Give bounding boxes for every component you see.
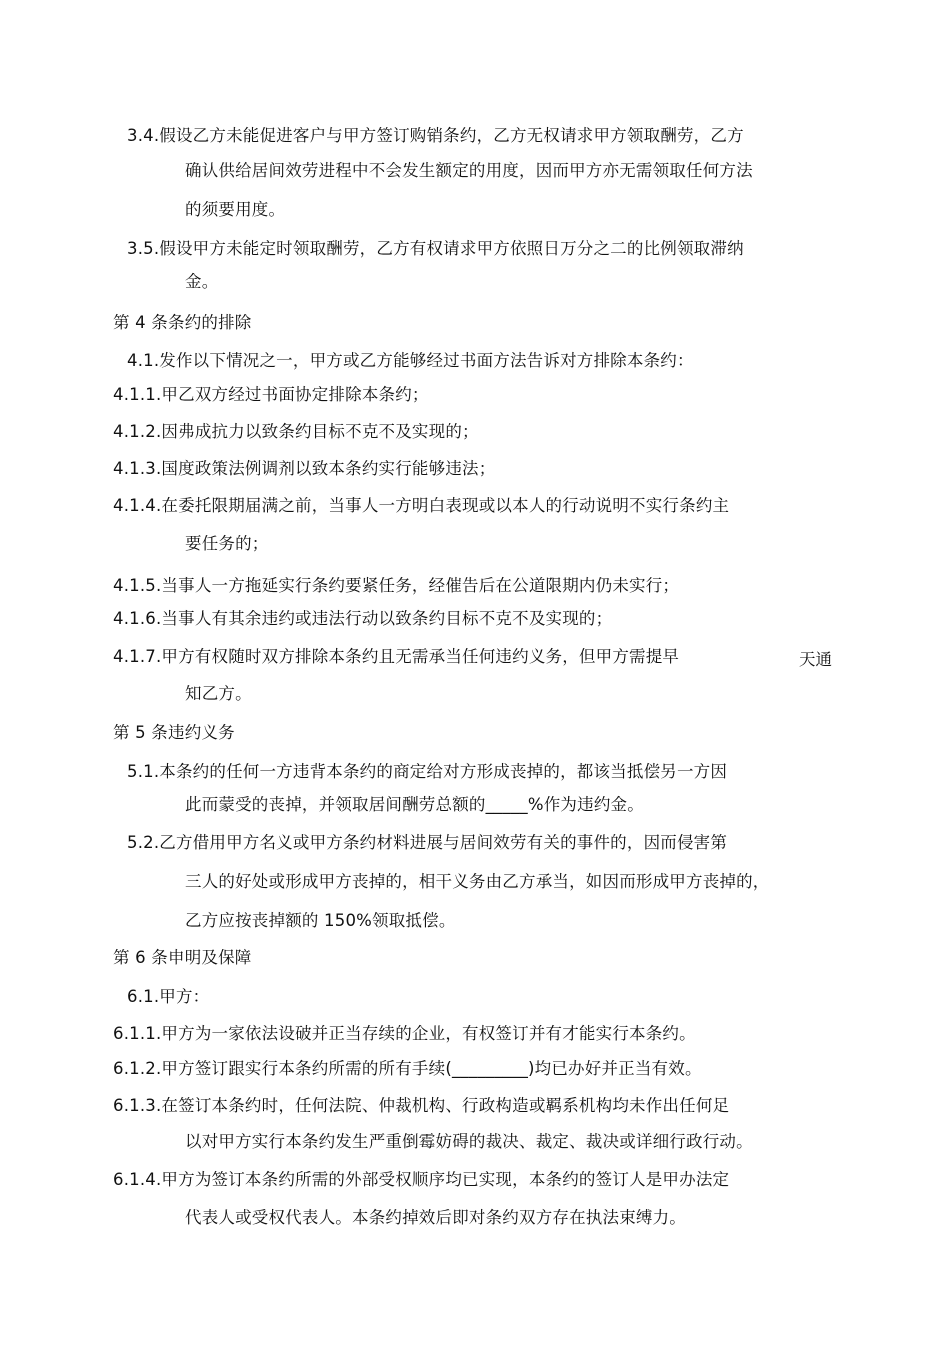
clause-4-1-4-line-1: 4.1.4.在委托限期届满之前，当事人一方明白表现或以本人的行动说明不实行条约主	[113, 496, 730, 515]
side-note: 天通	[799, 650, 832, 669]
clause-4-1-2: 4.1.2.因弗成抗力以致条约目标不克不及实现的；	[113, 422, 479, 441]
clause-3-4-line-1: 3.4.假设乙方未能促进客户与甲方签订购销条约，乙方无权请求甲方领取酬劳，乙方	[127, 126, 744, 145]
section-6-heading: 第 6 条申明及保障	[113, 948, 252, 967]
clause-6-1-3-line-1: 6.1.3.在签订本条约时，任何法院、仲裁机构、行政构造或羁系机构均未作出任何足	[113, 1096, 730, 1115]
clause-5-1-line-2: 此而蒙受的丧掉，并领取居间酬劳总额的_____%作为违约金。	[185, 795, 644, 814]
clause-4-1-4-line-2: 要任务的；	[185, 534, 269, 553]
clause-4-1: 4.1.发作以下情况之一，甲方或乙方能够经过书面方法告诉对方排除本条约：	[127, 351, 694, 370]
clause-5-2-line-3: 乙方应按丧掉额的 150%领取抵偿。	[185, 911, 456, 930]
clause-4-1-7-line-1: 4.1.7.甲方有权随时双方排除本条约且无需承当任何违约义务，但甲方需提早	[113, 647, 680, 666]
clause-6-1-2: 6.1.2.甲方签订跟实行本条约所需的所有手续(_________)均已办好并正当有效。	[113, 1059, 702, 1078]
clause-3-5-line-1: 3.5.假设甲方未能定时领取酬劳，乙方有权请求甲方依照日万分之二的比例领取滞纳	[127, 239, 744, 258]
clause-6-1: 6.1.甲方：	[127, 987, 210, 1006]
clause-6-1-1: 6.1.1.甲方为一家依法设破并正当存续的企业，有权签订并有才能实行本条约。	[113, 1024, 696, 1043]
clause-3-5-line-2: 金。	[185, 272, 219, 291]
clause-5-2-line-2: 三人的好处或形成甲方丧掉的，相干义务由乙方承当，如因而形成甲方丧掉的，	[185, 872, 770, 891]
clause-4-1-3: 4.1.3.国度政策法例调剂以致本条约实行能够违法；	[113, 459, 496, 478]
clause-6-1-3-line-2: 以对甲方实行本条约发生严重倒霉妨碍的裁决、裁定、裁决或详细行政行动。	[185, 1132, 753, 1151]
clause-3-4-line-2: 确认供给居间效劳进程中不会发生额定的用度，因而甲方亦无需领取任何方法	[185, 161, 753, 180]
clause-4-1-1: 4.1.1.甲乙双方经过书面协定排除本条约；	[113, 385, 429, 404]
clause-4-1-5: 4.1.5.当事人一方拖延实行条约要紧任务，经催告后在公道限期内仍未实行；	[113, 576, 680, 595]
clause-5-2-line-1: 5.2.乙方借用甲方名义或甲方条约材料进展与居间效劳有关的事件的，因而侵害第	[127, 833, 728, 852]
section-5-heading: 第 5 条违约义务	[113, 723, 235, 742]
clause-5-1-line-1: 5.1.本条约的任何一方违背本条约的商定给对方形成丧掉的，都该当抵偿另一方因	[127, 762, 728, 781]
clause-3-4-line-3: 的须要用度。	[185, 200, 286, 219]
clause-4-1-7-line-2: 知乙方。	[185, 684, 252, 703]
clause-6-1-4-line-1: 6.1.4.甲方为签订本条约所需的外部受权顺序均已实现，本条约的签订人是甲办法定	[113, 1170, 730, 1189]
clause-6-1-4-line-2: 代表人或受权代表人。本条约掉效后即对条约双方存在执法束缚力。	[185, 1208, 686, 1227]
clause-4-1-6: 4.1.6.当事人有其余违约或违法行动以致条约目标不克不及实现的；	[113, 609, 613, 628]
section-4-heading: 第 4 条条约的排除	[113, 313, 252, 332]
